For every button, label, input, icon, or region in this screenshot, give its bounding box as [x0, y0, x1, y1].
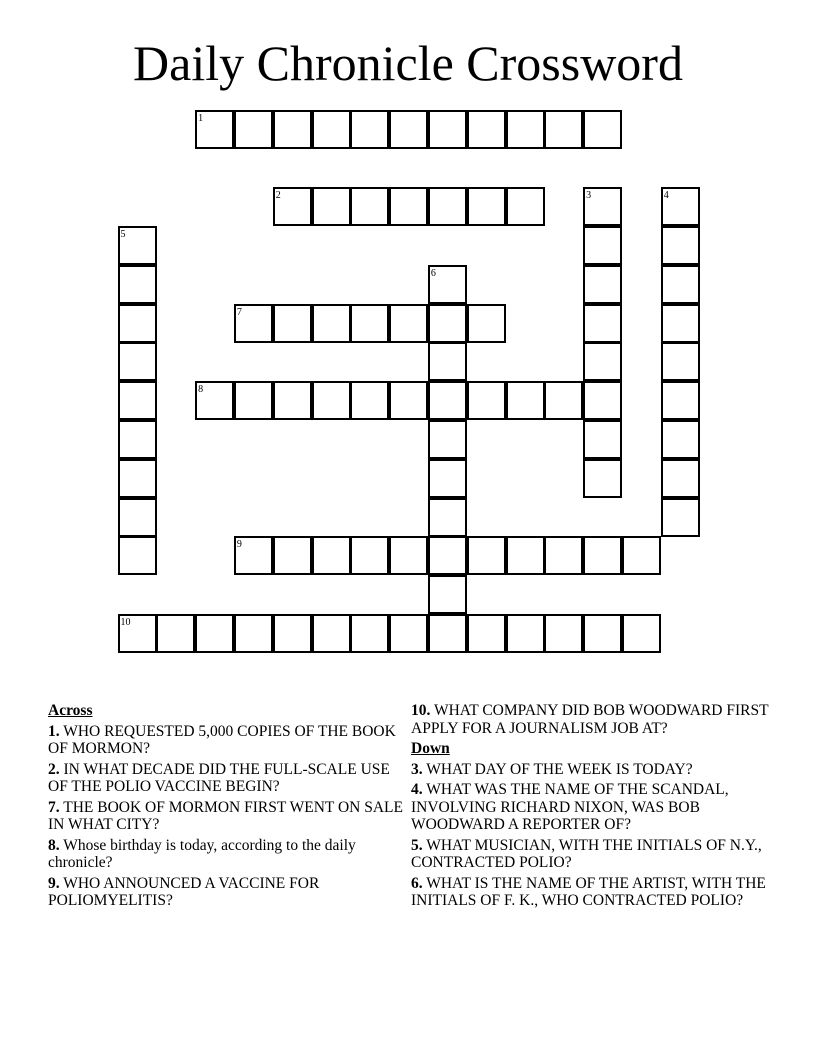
grid-cell[interactable]: [118, 614, 157, 653]
grid-cell[interactable]: [234, 110, 273, 149]
grid-cell[interactable]: [273, 110, 312, 149]
grid-cell[interactable]: [195, 110, 234, 149]
cell-number: 10: [120, 616, 131, 628]
cell-number: 1: [198, 112, 204, 124]
grid-cell[interactable]: [389, 614, 428, 653]
clue-number: 4.: [411, 781, 423, 798]
grid-cell[interactable]: [544, 536, 583, 575]
grid-cell[interactable]: [661, 304, 700, 343]
grid-cell[interactable]: [389, 110, 428, 149]
clue-down-3: [411, 761, 771, 779]
clue-across-10: [411, 702, 771, 737]
grid-cell[interactable]: [583, 226, 622, 265]
grid-cell[interactable]: [428, 459, 467, 498]
grid-cell[interactable]: [273, 381, 312, 420]
cell-number: 4: [663, 190, 669, 202]
grid-cell[interactable]: [195, 614, 234, 653]
grid-cell[interactable]: [583, 381, 622, 420]
grid-cell[interactable]: [350, 536, 389, 575]
down-heading: Down: [411, 740, 450, 757]
clue-across-7: [48, 799, 403, 834]
grid-cell[interactable]: [389, 304, 428, 343]
clue-text: WHAT COMPANY DID BOB WOODWARD FIRST APPLY FOR A JOURNALISM JOB AT?: [411, 702, 769, 737]
cell-number: 6: [430, 267, 436, 279]
clue-text: WHAT IS THE NAME OF THE ARTIST, WITH THE INITIALS OF F. K., WHO CONTRACTED POLIO?: [411, 874, 766, 909]
grid-cell[interactable]: [544, 110, 583, 149]
grid-cell[interactable]: [350, 614, 389, 653]
grid-cell[interactable]: [467, 381, 506, 420]
grid-cell[interactable]: [467, 110, 506, 149]
grid-cell[interactable]: [312, 614, 351, 653]
grid-cell[interactable]: [118, 536, 157, 575]
grid-cell[interactable]: [428, 265, 467, 304]
grid-cell[interactable]: [428, 342, 467, 381]
grid-cell[interactable]: [389, 536, 428, 575]
grid-cell[interactable]: [622, 536, 661, 575]
clue-down-4: [411, 781, 771, 834]
grid-cell[interactable]: [506, 381, 545, 420]
cell-number: 8: [198, 384, 204, 396]
cell-number: 2: [275, 190, 281, 202]
grid-cell[interactable]: [428, 575, 467, 614]
clue-text: WHO REQUESTED 5,000 COPIES OF THE BOOK OF MORMON?: [48, 722, 396, 757]
clue-text: WHO ANNOUNCED A VACCINE FOR POLIOMYELITIS?: [48, 874, 320, 909]
grid-cell[interactable]: [312, 536, 351, 575]
clue-across-9: [48, 875, 403, 910]
cell-number: 3: [586, 190, 592, 202]
grid-cell[interactable]: [350, 304, 389, 343]
grid-cell[interactable]: [583, 187, 622, 226]
grid-cell[interactable]: [506, 536, 545, 575]
grid-cell[interactable]: [583, 304, 622, 343]
grid-cell[interactable]: [312, 110, 351, 149]
grid-cell[interactable]: [234, 614, 273, 653]
clue-text: THE BOOK OF MORMON FIRST WENT ON SALE IN WHAT CITY?: [48, 798, 403, 833]
grid-cell[interactable]: [467, 187, 506, 226]
grid-cell[interactable]: [506, 614, 545, 653]
grid-cell[interactable]: [661, 420, 700, 459]
clue-text: WHAT MUSICIAN, WITH THE INITIALS OF N.Y., CONTRACTED POLIO?: [411, 836, 762, 871]
grid-cell[interactable]: [661, 265, 700, 304]
clues-left-column: [48, 702, 403, 913]
clue-across-8: [48, 837, 403, 872]
grid-cell[interactable]: [195, 381, 234, 420]
grid-cell[interactable]: [234, 381, 273, 420]
grid-cell[interactable]: [661, 187, 700, 226]
grid-cell[interactable]: [583, 265, 622, 304]
grid-cell[interactable]: [350, 187, 389, 226]
grid-cell[interactable]: [312, 381, 351, 420]
grid-cell[interactable]: [583, 536, 622, 575]
grid-cell[interactable]: [544, 381, 583, 420]
grid-cell[interactable]: [389, 187, 428, 226]
clue-down-6: [411, 875, 771, 910]
grid-cell[interactable]: [118, 304, 157, 343]
clue-number: 9.: [48, 874, 60, 892]
clue-text: Whose birthday is today, according to the daily chronicle?: [48, 836, 356, 871]
cell-number: 9: [236, 539, 242, 551]
grid-cell[interactable]: [428, 498, 467, 537]
grid-cell[interactable]: [428, 110, 467, 149]
grid-cell[interactable]: [661, 342, 700, 381]
grid-cell[interactable]: [234, 536, 273, 575]
grid-cell[interactable]: [428, 304, 467, 343]
cell-number: 5: [120, 228, 126, 240]
clue-number: 8.: [48, 836, 60, 854]
grid-cell[interactable]: [118, 226, 157, 265]
grid-cell[interactable]: [467, 304, 506, 343]
grid-cell[interactable]: [661, 381, 700, 420]
clue-text: IN WHAT DECADE DID THE FULL-SCALE USE OF THE POLIO VACCINE BEGIN?: [48, 760, 390, 795]
grid-cell[interactable]: [312, 304, 351, 343]
clue-text: WHAT WAS THE NAME OF THE SCANDAL, INVOLVING RICHARD NIXON, WAS BOB WOODWARD A REPORTER OF?: [411, 781, 729, 833]
grid-cell[interactable]: [389, 381, 428, 420]
grid-cell[interactable]: [506, 187, 545, 226]
grid-cell[interactable]: [506, 110, 545, 149]
clues-right-column: [411, 702, 771, 913]
grid-cell[interactable]: [234, 304, 273, 343]
puzzle-title: Daily Chronicle Crossword: [133, 35, 683, 91]
clue-number: 6.: [411, 874, 423, 892]
grid-cell[interactable]: [118, 381, 157, 420]
grid-cell[interactable]: [428, 614, 467, 653]
clue-down-5: [411, 837, 771, 872]
cell-number: 7: [236, 306, 242, 318]
grid-cell[interactable]: [273, 187, 312, 226]
clue-number: 5.: [411, 836, 423, 854]
grid-cell[interactable]: [622, 614, 661, 653]
grid-cell[interactable]: [273, 304, 312, 343]
clue-text: WHAT DAY OF THE WEEK IS TODAY?: [426, 760, 693, 778]
grid-cell[interactable]: [312, 187, 351, 226]
grid-cell[interactable]: [156, 614, 195, 653]
grid-cell[interactable]: [273, 614, 312, 653]
grid-cell[interactable]: [428, 536, 467, 575]
clue-number: 2.: [48, 760, 60, 778]
clue-number: 7.: [48, 798, 60, 816]
grid-cell[interactable]: [118, 342, 157, 381]
grid-cell[interactable]: [428, 420, 467, 459]
grid-cell[interactable]: [583, 342, 622, 381]
grid-cell[interactable]: [583, 110, 622, 149]
grid-cell[interactable]: [661, 498, 700, 537]
grid-cell[interactable]: [661, 459, 700, 498]
grid-cell[interactable]: [118, 498, 157, 537]
clue-across-1: [48, 723, 403, 758]
grid-cell[interactable]: [118, 420, 157, 459]
grid-cell[interactable]: [350, 110, 389, 149]
grid-cell[interactable]: [273, 536, 312, 575]
grid-cell[interactable]: [544, 614, 583, 653]
grid-cell[interactable]: [428, 381, 467, 420]
grid-cell[interactable]: [428, 187, 467, 226]
clue-number: 1.: [48, 722, 60, 740]
grid-cell[interactable]: [118, 459, 157, 498]
clue-number: 3.: [411, 760, 423, 778]
grid-cell[interactable]: [583, 459, 622, 498]
grid-cell[interactable]: [583, 420, 622, 459]
grid-cell[interactable]: [661, 226, 700, 265]
grid-cell[interactable]: [467, 614, 506, 653]
grid-cell[interactable]: [467, 536, 506, 575]
grid-cell[interactable]: [583, 614, 622, 653]
grid-cell[interactable]: [350, 381, 389, 420]
grid-cell[interactable]: [118, 265, 157, 304]
clue-number: 10.: [411, 702, 431, 719]
across-heading: Across: [48, 702, 93, 719]
clue-across-2: [48, 761, 403, 796]
